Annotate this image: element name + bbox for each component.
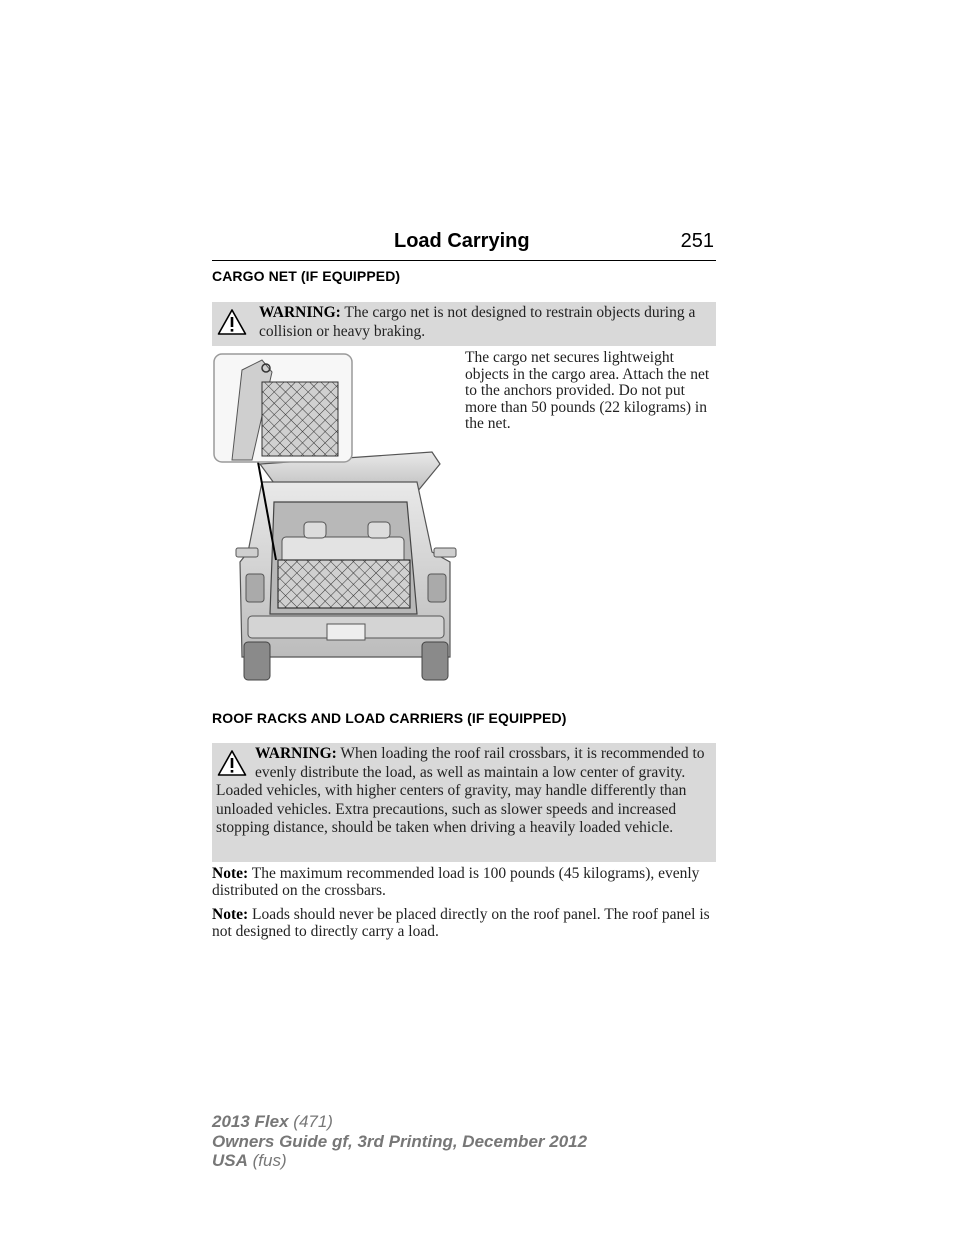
warning-label: WARNING: bbox=[255, 745, 337, 762]
note-text: The maximum recommended load is 100 pounds (45 kilograms), evenly distributed on the crossbars. bbox=[212, 865, 700, 899]
note-max-load bbox=[212, 866, 716, 899]
cargo-net-illustration bbox=[212, 352, 462, 684]
note-label: Note: bbox=[212, 865, 249, 882]
roof-racks-heading: ROOF RACKS AND LOAD CARRIERS (IF EQUIPPED) bbox=[212, 710, 567, 726]
footer-line-2 bbox=[212, 1132, 587, 1152]
warning-triangle-icon bbox=[217, 749, 247, 777]
page-footer bbox=[212, 1112, 587, 1171]
footer-line-3 bbox=[212, 1151, 587, 1171]
cargo-net-warning bbox=[212, 302, 716, 346]
footer-market: USA bbox=[212, 1151, 248, 1170]
footer-line-1 bbox=[212, 1112, 587, 1132]
warning-text: The cargo net is not designed to restrain objects during a collision or heavy braking. bbox=[259, 304, 696, 340]
note-text: Loads should never be placed directly on the roof panel. The roof panel is not designed to directly carry a load. bbox=[212, 906, 710, 940]
footer-guide-info: Owners Guide gf, 3rd Printing, December 2012 bbox=[212, 1131, 588, 1151]
note-label: Note: bbox=[212, 906, 249, 923]
warning-text: When loading the roof rail crossbars, it is recommended to evenly distribute the load, as well as maintain a low center of gravity. Loaded vehicles, with higher centers of gravity, may handle differently than unloaded vehicles. Extra precautions, such as slower speeds and increased stopping distance, should be taken when driving a heavily loaded vehicle. bbox=[216, 745, 705, 836]
footer-market-code: (fus) bbox=[247, 1151, 287, 1170]
cargo-net-description: The cargo net secures lightweight objects in the cargo area. Attach the net to the anchors provided. Do not put more than 50 pounds (22 kilograms) in the net. bbox=[465, 349, 710, 432]
roof-racks-warning bbox=[212, 743, 716, 862]
page-number: 251 bbox=[680, 230, 714, 252]
cargo-net-heading: CARGO NET (IF EQUIPPED) bbox=[212, 268, 401, 284]
footer-model-code: (471) bbox=[288, 1112, 333, 1131]
page-header bbox=[212, 228, 716, 261]
note-roof-panel bbox=[212, 907, 716, 940]
warning-triangle-icon bbox=[217, 308, 247, 336]
warning-label: WARNING: bbox=[259, 304, 341, 321]
page-title: Load Carrying bbox=[394, 230, 530, 252]
footer-model: 2013 Flex bbox=[212, 1112, 289, 1131]
